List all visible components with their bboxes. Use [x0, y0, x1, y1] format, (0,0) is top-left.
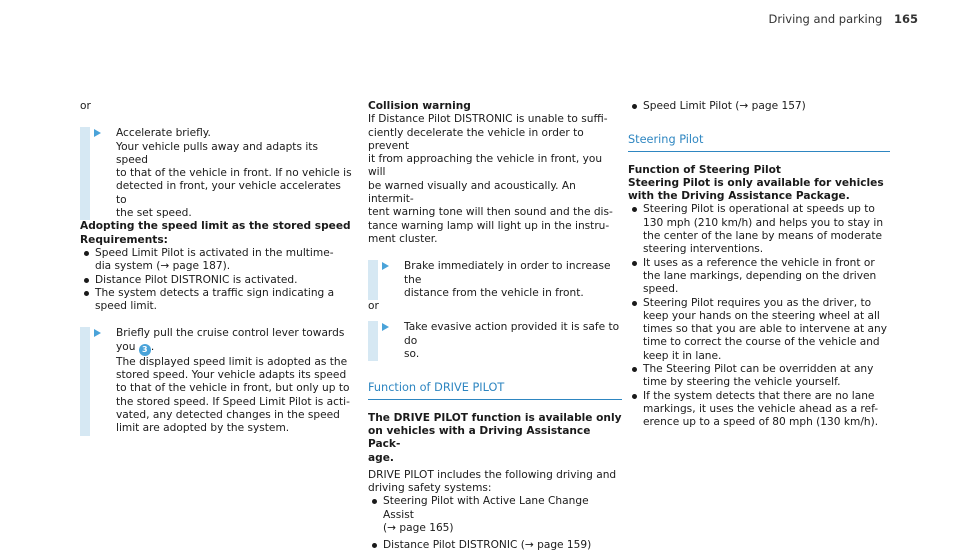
list-line: erence up to a speed of 80 mph (130 km/h).	[643, 416, 879, 429]
action-arrow-icon	[94, 329, 101, 337]
body-line: If Distance Pilot DISTRONIC is unable to suffi-	[368, 113, 608, 126]
step-line: The displayed speed limit is adopted as the	[116, 355, 348, 368]
bullet-icon	[632, 261, 637, 266]
list-item	[628, 203, 890, 256]
step-line: the set speed.	[116, 207, 192, 220]
action-arrow-icon	[382, 262, 389, 270]
list-line: If the system detects that there are no lane	[643, 389, 875, 402]
list-item	[628, 297, 890, 363]
list-item	[628, 363, 890, 390]
page-link[interactable]: Distance Pilot DISTRONIC (→ page 159)	[383, 539, 592, 552]
list-line: 130 mph (210 km/h) and helps you to stay in	[643, 216, 884, 229]
instruction-step	[368, 260, 622, 300]
collision-heading: Collision warning	[368, 100, 471, 112]
column-left	[80, 100, 352, 436]
body-line: driving safety systems:	[368, 482, 492, 495]
bullet-icon	[632, 394, 637, 399]
section-title-steering-pilot: Steering Pilot	[628, 133, 890, 151]
column-right	[628, 100, 890, 430]
step-text: you	[116, 340, 136, 353]
step-text: .	[150, 340, 155, 353]
list-line: Steering Pilot with Active Lane Change Assist	[383, 495, 589, 521]
list-item	[628, 100, 890, 113]
bullet-icon	[84, 251, 89, 256]
bold-line: age.	[368, 451, 394, 464]
list-line: speed.	[643, 283, 679, 296]
top-list	[628, 100, 890, 113]
list-line: speed limit.	[95, 300, 158, 313]
step-line: distance from the vehicle in front.	[404, 286, 584, 299]
action-arrow-icon	[94, 129, 101, 137]
page-link[interactable]: (→ page 165)	[383, 522, 454, 535]
bold-line: with the Driving Assistance Package.	[628, 190, 850, 203]
instruction-step	[368, 321, 622, 361]
bold-line: on vehicles with a Driving Assistance Pack-	[368, 424, 591, 451]
bullet-icon	[632, 367, 637, 372]
list-line: steering interventions.	[643, 243, 764, 256]
step-line: detected in front, your vehicle accelerates to	[116, 180, 341, 206]
list-line: Steering Pilot requires you as the driver, to	[643, 296, 872, 309]
list-line: Speed Limit Pilot is activated in the multime-	[95, 246, 334, 259]
list-line: Steering Pilot is operational at speeds up to	[643, 203, 875, 216]
list-line: The Steering Pilot can be overridden at any	[643, 363, 874, 376]
step-line: to that of the vehicle in front, but only up to	[116, 382, 350, 395]
page-number: 165	[893, 12, 918, 26]
bullet-icon	[372, 543, 377, 548]
step-line: Briefly pull the cruise control lever towards	[116, 327, 345, 340]
requirements-heading: Requirements:	[80, 233, 168, 246]
step-bar	[80, 327, 90, 435]
lever-position-badge: 3	[139, 344, 151, 356]
bullet-icon	[84, 278, 89, 283]
list-line: the center of the lane by means of moderate	[643, 230, 883, 243]
or-text: or	[368, 300, 379, 313]
page-link[interactable]: Speed Limit Pilot (→ page 157)	[643, 100, 806, 112]
list-line: markings, it uses the vehicle ahead as a ref-	[643, 402, 879, 415]
bold-line: Steering Pilot is only available for vehicles	[628, 176, 884, 189]
body-line: ciently decelerate the vehicle in order to prevent	[368, 126, 584, 152]
instruction-step	[80, 327, 352, 435]
bullet-icon	[632, 207, 637, 212]
list-item	[628, 257, 890, 297]
column-middle	[368, 100, 622, 553]
list-item	[368, 495, 622, 535]
header-section: Driving and parking	[768, 12, 883, 26]
section-title-drive-pilot: Function of DRIVE PILOT	[368, 381, 622, 399]
bullet-icon	[632, 301, 637, 306]
steering-pilot-list	[628, 203, 890, 429]
list-line: keep your hands on the steering wheel at all	[643, 309, 880, 322]
list-line: the lane markings, depending on the driven	[643, 269, 877, 282]
action-arrow-icon	[382, 323, 389, 331]
page-link[interactable]: dia system (→ page 187).	[95, 260, 231, 273]
adopt-heading: Adopting the speed limit as the stored speed	[80, 220, 351, 233]
body-line: tance warning lamp will light up in the instru-	[368, 219, 610, 232]
step-line: the stored speed. If Speed Limit Pilot is acti-	[116, 395, 350, 408]
step-line: vated, any detected changes in the speed	[116, 408, 340, 421]
body-line: tent warning tone will then sound and the dis-	[368, 206, 613, 219]
list-item	[368, 539, 622, 552]
bullet-icon	[632, 104, 637, 109]
step-line: Take evasive action provided it is safe to do	[404, 321, 620, 347]
list-item	[628, 390, 890, 430]
list-item	[80, 274, 352, 287]
list-item	[80, 247, 352, 274]
list-line: times so that you are able to intervene at any	[643, 323, 888, 336]
steering-heading: Function of Steering Pilot	[628, 163, 781, 176]
step-line: to that of the vehicle in front. If no vehicle is	[116, 167, 352, 180]
step-line: limit are adopted by the system.	[116, 422, 290, 435]
step-bar	[368, 260, 378, 300]
list-line: time by steering the vehicle yourself.	[643, 376, 841, 389]
step-bar	[368, 321, 378, 361]
body-line: ment cluster.	[368, 232, 438, 245]
bullet-icon	[372, 499, 377, 504]
list-line: time to correct the course of the vehicle and	[643, 336, 880, 349]
bold-line: The DRIVE PILOT function is available only	[368, 411, 622, 424]
step-line: so.	[404, 348, 420, 361]
requirements-list	[80, 247, 352, 313]
body-line: be warned visually and acoustically. An intermit-	[368, 179, 576, 206]
instruction-step	[80, 127, 352, 220]
list-line: keep it in lane.	[643, 349, 722, 362]
list-line: It uses as a reference the vehicle in front or	[643, 256, 875, 269]
list-line: The system detects a traffic sign indicating a	[95, 286, 335, 299]
step-line: Brake immediately in order to increase the	[404, 260, 611, 286]
step-line: Your vehicle pulls away and adapts its speed	[116, 140, 318, 166]
body-line: it from approaching the vehicle in front, you will	[368, 153, 603, 179]
page-header	[768, 12, 918, 26]
step-line: stored speed. Your vehicle adapts its speed	[116, 369, 347, 382]
or-text: or	[80, 100, 91, 112]
list-item	[80, 287, 352, 314]
step-bar	[80, 127, 90, 220]
drive-pilot-systems-list	[368, 495, 622, 552]
step-line	[116, 341, 352, 356]
list-line: Distance Pilot DISTRONIC is activated.	[95, 273, 298, 286]
step-line: Accelerate briefly.	[116, 127, 211, 140]
body-line: DRIVE PILOT includes the following driving and	[368, 468, 617, 481]
bullet-icon	[84, 291, 89, 296]
